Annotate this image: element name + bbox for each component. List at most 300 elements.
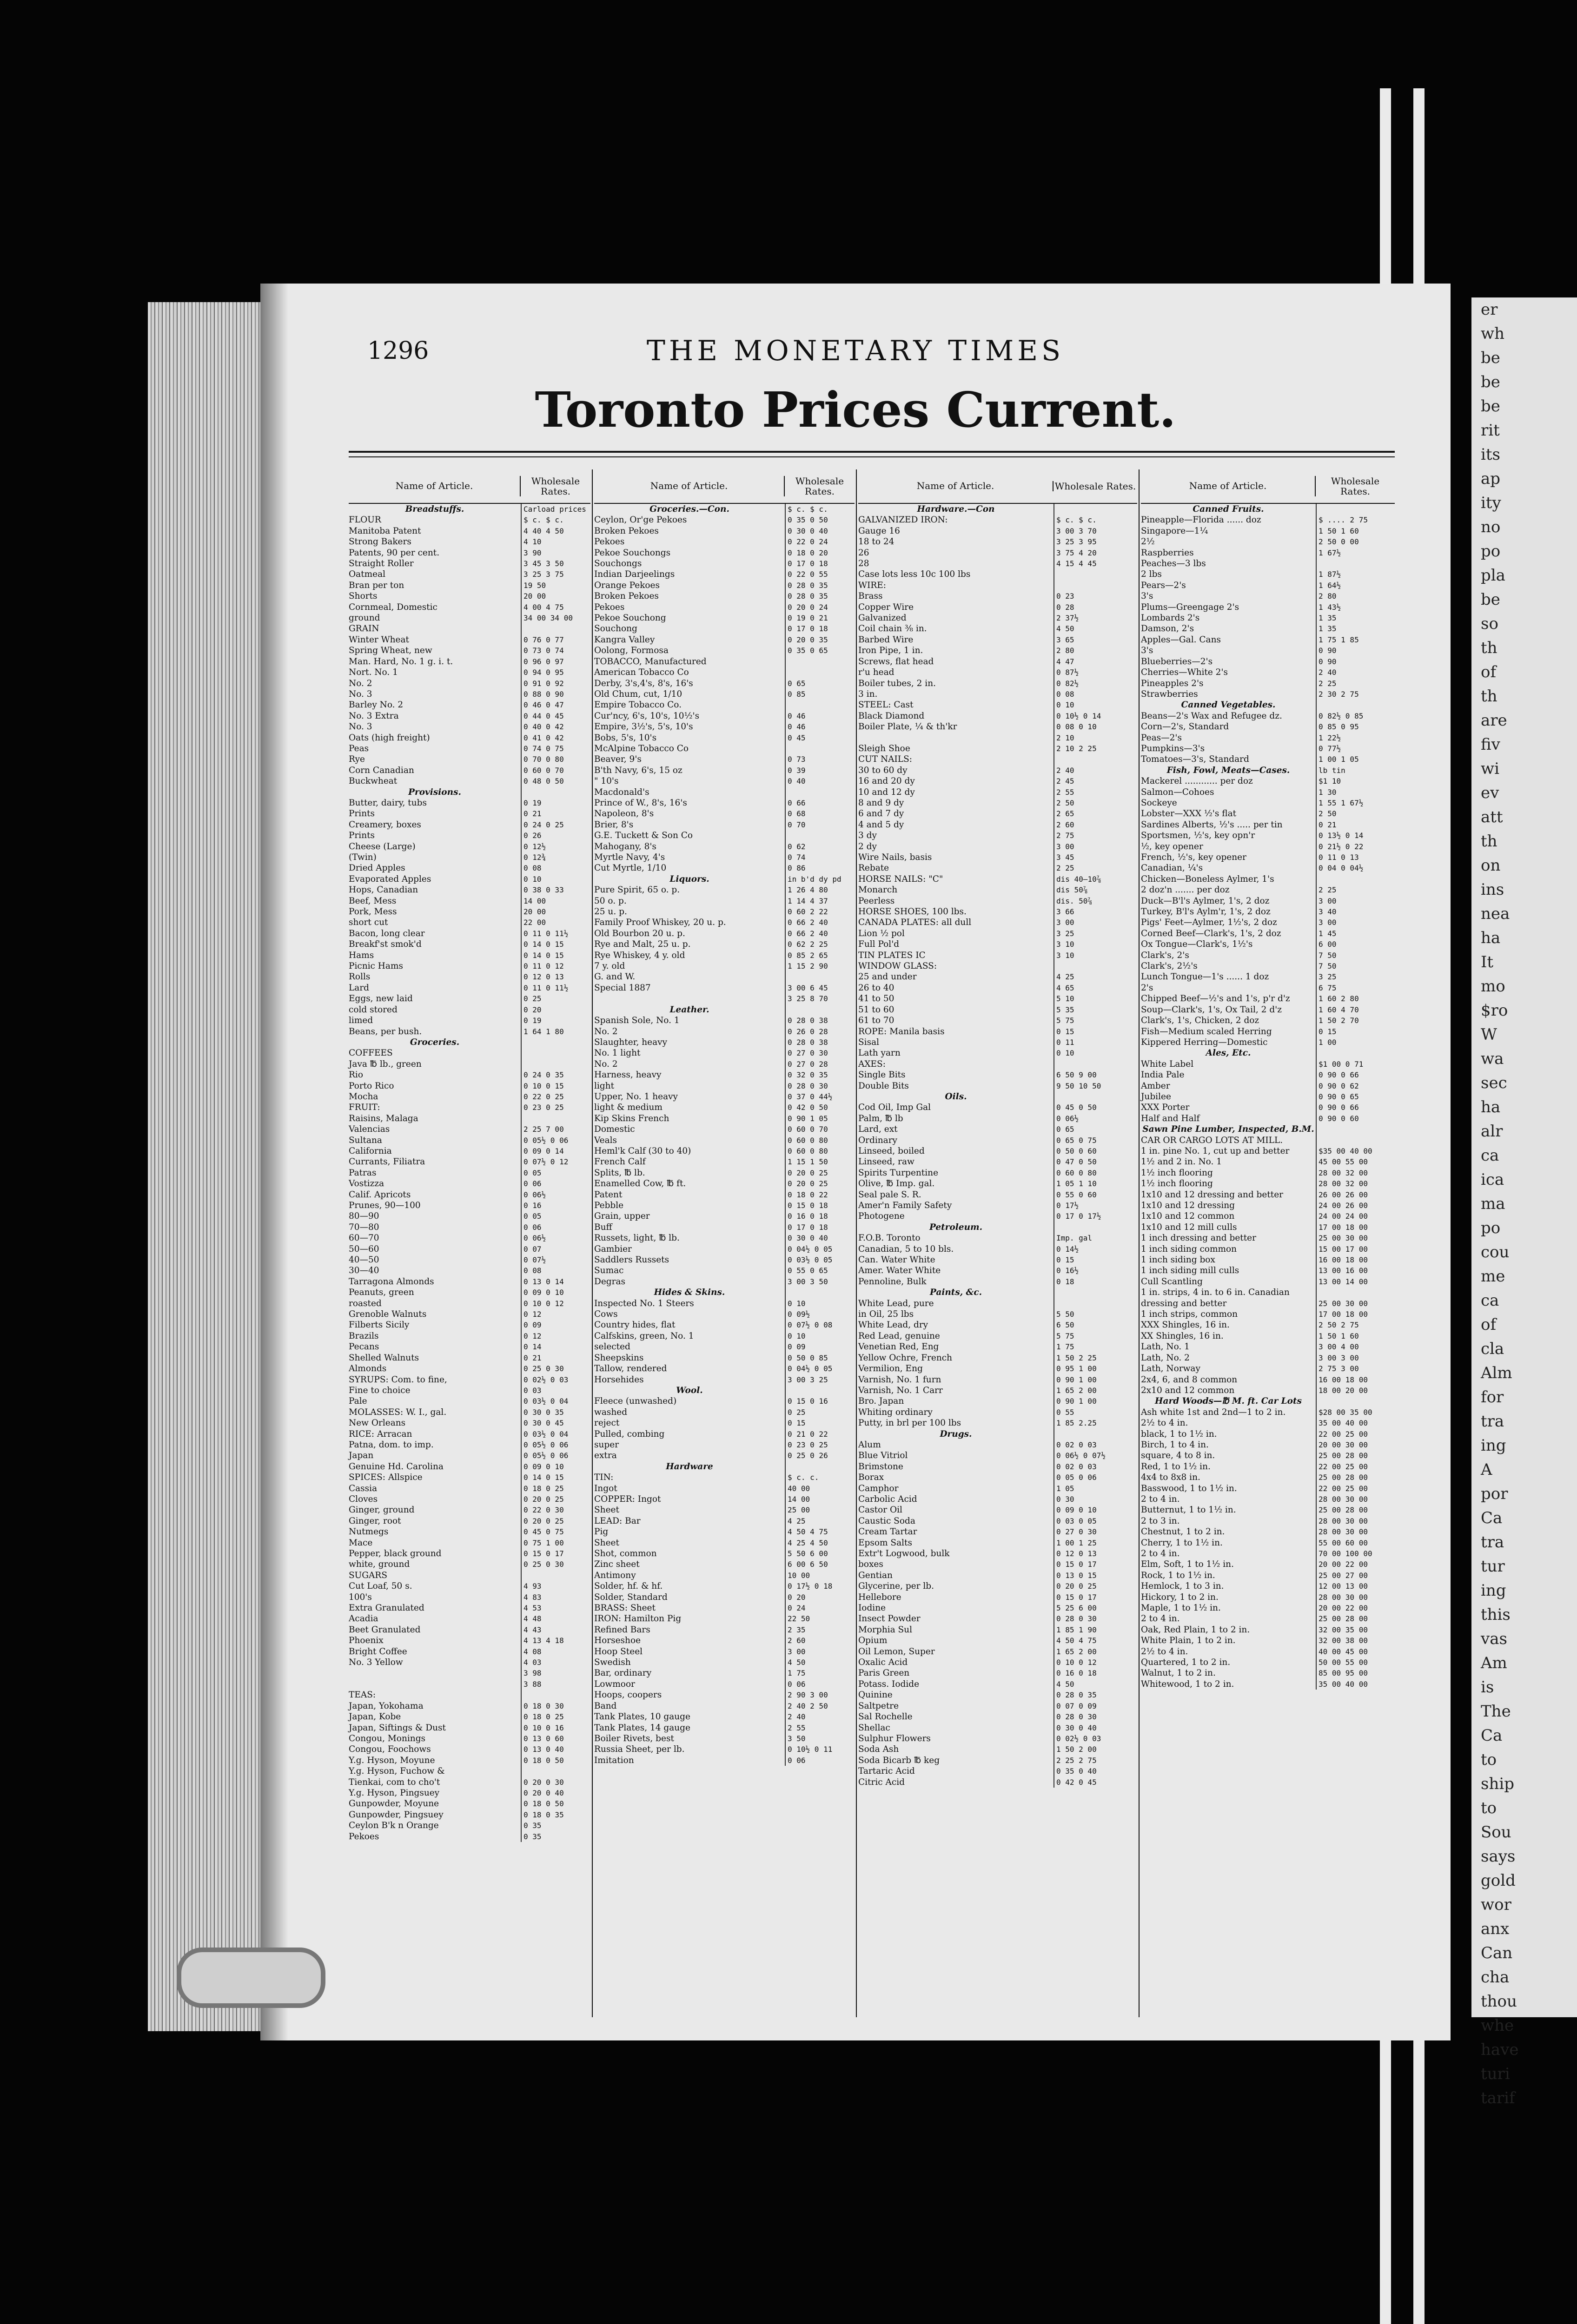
article-name: Refined Bars bbox=[594, 1624, 650, 1635]
price-row bbox=[594, 1494, 855, 1505]
wholesale-rate: 18 00 20 00 bbox=[1316, 1385, 1395, 1396]
price-row bbox=[349, 1385, 590, 1396]
section-heading bbox=[858, 1222, 1137, 1233]
price-row bbox=[1141, 1135, 1395, 1146]
price-row bbox=[349, 1711, 590, 1722]
article-name: Kip Skins French bbox=[594, 1113, 669, 1123]
price-row bbox=[858, 917, 1137, 928]
price-row bbox=[1141, 1102, 1395, 1113]
article-name: 2½ to 4 in. bbox=[1141, 1646, 1188, 1657]
article-name: Patna, dom. to imp. bbox=[349, 1439, 434, 1450]
wholesale-rate: 1 75 bbox=[785, 1668, 855, 1678]
wholesale-rate: 1 64 1 80 bbox=[521, 1026, 590, 1037]
article-name: Rock, 1 to 1½ in. bbox=[1141, 1570, 1215, 1580]
price-row bbox=[858, 1363, 1137, 1374]
wholesale-rate: 22 00 25 00 bbox=[1316, 1483, 1395, 1494]
article-name: Sal Rochelle bbox=[858, 1712, 913, 1722]
price-row bbox=[349, 819, 590, 830]
price-row bbox=[1141, 548, 1395, 558]
wholesale-rate: 1 64½ bbox=[1316, 580, 1395, 591]
wholesale-rate: 0 15 0 17 bbox=[1054, 1559, 1137, 1570]
article-name: 25 and under bbox=[858, 972, 917, 982]
wholesale-rate: 0 82½ 0 85 bbox=[1316, 711, 1395, 721]
price-row bbox=[594, 1189, 855, 1200]
page-title: Toronto Prices Current. bbox=[535, 381, 1176, 438]
wholesale-rate: 0 90 bbox=[1316, 645, 1395, 656]
price-row bbox=[349, 1559, 590, 1570]
article-name: Camphor bbox=[858, 1483, 899, 1493]
wholesale-rate: 0 05½ 0 06 bbox=[521, 1450, 590, 1461]
facing-page-text: cou bbox=[1481, 1243, 1510, 1261]
article-name: " 10's bbox=[594, 776, 619, 786]
price-row bbox=[594, 852, 855, 863]
facing-page-text: pla bbox=[1481, 566, 1505, 585]
price-row bbox=[858, 1135, 1137, 1146]
price-row bbox=[349, 765, 590, 776]
wholesale-rate: 2 40 bbox=[1054, 765, 1137, 776]
facing-page-text: wa bbox=[1481, 1050, 1504, 1068]
facing-page-text: mo bbox=[1481, 977, 1505, 996]
price-row bbox=[594, 1298, 855, 1309]
wholesale-rate: 0 39 bbox=[785, 765, 855, 776]
facing-page-text: ev bbox=[1481, 784, 1499, 802]
price-row bbox=[349, 700, 590, 710]
price-row bbox=[858, 819, 1137, 830]
wholesale-rate: 2 40 2 50 bbox=[785, 1701, 855, 1711]
wholesale-rate: 22 00 25 00 bbox=[1316, 1461, 1395, 1472]
article-name: Potass. Iodide bbox=[858, 1679, 920, 1689]
price-row bbox=[858, 1657, 1137, 1668]
price-row bbox=[594, 1309, 855, 1320]
price-row bbox=[1141, 906, 1395, 917]
article-name: Lombards 2's bbox=[1141, 613, 1200, 623]
wholesale-rate: 0 09 bbox=[521, 1320, 590, 1330]
wholesale-rate: 3 00 bbox=[1054, 841, 1137, 852]
wholesale-rate: 0 18 0 25 bbox=[521, 1711, 590, 1722]
article-name: Sultana bbox=[349, 1135, 382, 1145]
article-name: Hams bbox=[349, 950, 374, 960]
facing-page-text: so bbox=[1481, 614, 1498, 633]
article-name: White Lead, dry bbox=[858, 1320, 928, 1330]
price-row bbox=[1141, 558, 1395, 569]
price-row bbox=[349, 798, 590, 808]
article-name: Fish, Fowl, Meats—Cases. bbox=[1166, 765, 1290, 775]
price-row bbox=[349, 1004, 590, 1015]
article-name: Boiler tubes, 2 in. bbox=[858, 678, 936, 688]
facing-page-text: wh bbox=[1481, 324, 1504, 343]
wholesale-rate: 0 15 bbox=[785, 1418, 855, 1428]
price-row bbox=[858, 885, 1137, 895]
wholesale-rate: $ c. c. bbox=[785, 1472, 855, 1483]
wholesale-rate: 1 85 1 90 bbox=[1054, 1624, 1137, 1635]
wholesale-rate: 5 75 bbox=[1054, 1015, 1137, 1026]
wholesale-rate: 0 23 0 25 bbox=[521, 1102, 590, 1113]
wholesale-rate bbox=[785, 1385, 855, 1396]
price-row bbox=[858, 1070, 1137, 1080]
article-name: Saddlers Russets bbox=[594, 1255, 669, 1265]
price-row bbox=[594, 721, 855, 732]
price-row bbox=[594, 1091, 855, 1102]
facing-page-text: Can bbox=[1481, 1944, 1513, 1962]
wholesale-rate: 5 10 bbox=[1054, 993, 1137, 1004]
price-row bbox=[594, 711, 855, 721]
article-name: Corned Beef—Clark's, 1's, 2 doz bbox=[1141, 928, 1281, 938]
price-row bbox=[858, 1178, 1137, 1189]
price-row bbox=[858, 1396, 1137, 1406]
article-name: Prince of W., 8's, 16's bbox=[594, 798, 687, 808]
price-row bbox=[858, 1385, 1137, 1396]
wholesale-rate: 0 42 0 45 bbox=[1054, 1777, 1137, 1788]
wholesale-rate: 0 06½ bbox=[1054, 1113, 1137, 1124]
column-header bbox=[1141, 469, 1395, 504]
wholesale-rate: 0 85 bbox=[785, 689, 855, 700]
wholesale-rate: 0 26 bbox=[521, 830, 590, 841]
wholesale-rate: 0 65 bbox=[1054, 1124, 1137, 1135]
wholesale-rate: 0 20 bbox=[785, 1592, 855, 1603]
article-name: Gentian bbox=[858, 1570, 893, 1580]
price-row bbox=[594, 1646, 855, 1657]
price-row bbox=[858, 776, 1137, 786]
price-row bbox=[1141, 1156, 1395, 1167]
price-row bbox=[858, 1189, 1137, 1200]
wholesale-rate: 0 55 0 65 bbox=[785, 1265, 855, 1276]
price-row bbox=[594, 1244, 855, 1254]
wholesale-rate: 0 55 bbox=[1054, 1407, 1137, 1418]
price-row bbox=[594, 787, 855, 798]
price-row bbox=[349, 1798, 590, 1809]
price-row bbox=[858, 808, 1137, 819]
price-row bbox=[858, 1374, 1137, 1385]
price-row bbox=[594, 1668, 855, 1678]
wholesale-rate: 2 60 bbox=[1054, 819, 1137, 830]
section-heading bbox=[858, 1429, 1137, 1439]
article-name: Half and Half bbox=[1141, 1113, 1200, 1123]
article-name: Peanuts, green bbox=[349, 1287, 414, 1298]
article-name: Porto Rico bbox=[349, 1081, 394, 1091]
article-name: TOBACCO, Manufactured bbox=[594, 656, 707, 667]
wholesale-rate: 3 66 bbox=[1054, 906, 1137, 917]
article-name: 4 and 5 dy bbox=[858, 819, 904, 830]
wholesale-rate: 0 40 0 42 bbox=[521, 721, 590, 732]
article-name: Peas—2's bbox=[1141, 733, 1182, 743]
wholesale-rate bbox=[785, 1287, 855, 1298]
article-name: SUGARS bbox=[349, 1570, 388, 1580]
wholesale-rate: 0 87½ bbox=[1054, 667, 1137, 678]
price-row bbox=[594, 1559, 855, 1570]
wholesale-rate bbox=[1316, 1287, 1395, 1298]
wholesale-rate: $ c. $ c. bbox=[1054, 515, 1137, 525]
article-name: Ox Tongue—Clark's, 1½'s bbox=[1141, 939, 1253, 950]
price-row bbox=[858, 1559, 1137, 1570]
column-header-name: Name of Article. bbox=[916, 480, 994, 492]
article-name: Hardware bbox=[666, 1461, 713, 1472]
article-name: Black Diamond bbox=[858, 711, 925, 721]
price-row bbox=[1141, 863, 1395, 873]
wholesale-rate: 35 00 40 00 bbox=[1316, 1418, 1395, 1428]
price-row bbox=[858, 1679, 1137, 1690]
wholesale-rate: 0 10 bbox=[1054, 700, 1137, 710]
price-row bbox=[594, 1516, 855, 1526]
article-name: Cassia bbox=[349, 1483, 378, 1493]
article-name: Prints bbox=[349, 831, 375, 841]
facing-page-text: me bbox=[1481, 1267, 1505, 1286]
wholesale-rate: 0 12½ bbox=[521, 841, 590, 852]
wholesale-rate bbox=[521, 1059, 590, 1070]
wholesale-rate bbox=[521, 1690, 590, 1700]
wholesale-rate bbox=[1316, 1396, 1395, 1406]
wholesale-rate: 0 03½ 0 05 bbox=[785, 1254, 855, 1265]
article-name: Jubilee bbox=[1141, 1091, 1171, 1102]
article-name: Red Lead, genuine bbox=[858, 1331, 940, 1341]
price-row bbox=[1141, 1222, 1395, 1233]
price-row bbox=[594, 1200, 855, 1211]
wholesale-rate bbox=[521, 1048, 590, 1058]
article-name: Brazils bbox=[349, 1331, 379, 1341]
facing-page-text: have bbox=[1481, 2040, 1519, 2059]
wholesale-rate: 2 25 bbox=[1316, 678, 1395, 689]
article-name: Prints bbox=[349, 809, 375, 819]
wholesale-rate bbox=[521, 1037, 590, 1048]
article-name: Beaver, 9's bbox=[594, 754, 642, 765]
price-row bbox=[1141, 874, 1395, 885]
article-name: COFFEES bbox=[349, 1048, 393, 1058]
price-row bbox=[349, 1603, 590, 1613]
article-name: TEAS: bbox=[349, 1690, 376, 1700]
article-name: Cherry, 1 to 1½ in. bbox=[1141, 1538, 1223, 1548]
wholesale-rate: 28 00 30 00 bbox=[1316, 1494, 1395, 1505]
article-name: Full Pol'd bbox=[858, 939, 900, 950]
facing-page-text: rit bbox=[1481, 421, 1500, 440]
wholesale-rate: 0 62 2 25 bbox=[785, 939, 855, 950]
wholesale-rate: 15 00 17 00 bbox=[1316, 1244, 1395, 1254]
wholesale-rate: 2 40 bbox=[785, 1711, 855, 1722]
wholesale-rate: 0 11 0 11½ bbox=[521, 983, 590, 993]
price-row bbox=[349, 743, 590, 754]
price-row bbox=[594, 1135, 855, 1146]
price-row bbox=[594, 1679, 855, 1690]
price-row bbox=[858, 1646, 1137, 1657]
section-heading bbox=[594, 1287, 855, 1298]
price-row bbox=[349, 950, 590, 961]
article-name: AXES: bbox=[858, 1059, 886, 1069]
price-row bbox=[1141, 1646, 1395, 1657]
price-row bbox=[858, 1015, 1137, 1026]
wholesale-rate: 0 06 bbox=[785, 1755, 855, 1766]
price-row bbox=[349, 1548, 590, 1559]
article-name: Rebate bbox=[858, 863, 889, 873]
wholesale-rate: 1 00 1 05 bbox=[1316, 754, 1395, 765]
article-name: Family Proof Whiskey, 20 u. p. bbox=[594, 918, 726, 928]
price-row bbox=[1141, 1657, 1395, 1668]
article-name: TIN PLATES IC bbox=[858, 950, 926, 960]
article-name: Japan, Siftings & Dust bbox=[349, 1723, 446, 1733]
article-name: Butter, dairy, tubs bbox=[349, 798, 427, 808]
article-name: Genuine Hd. Carolina bbox=[349, 1461, 444, 1472]
price-row bbox=[349, 526, 590, 536]
title-rule bbox=[349, 451, 1395, 453]
wholesale-rate: 0 65 bbox=[785, 678, 855, 689]
article-name: Single Bits bbox=[858, 1070, 906, 1080]
article-name: McAlpine Tobacco Co bbox=[594, 743, 689, 753]
wholesale-rate: 2 25 bbox=[1316, 885, 1395, 895]
wholesale-rate: 24 00 26 00 bbox=[1316, 1200, 1395, 1211]
wholesale-rate: 0 27 0 30 bbox=[1054, 1526, 1137, 1537]
wholesale-rate: 2 50 2 75 bbox=[1316, 1320, 1395, 1330]
wholesale-rate: 2 65 bbox=[1054, 808, 1137, 819]
wholesale-rate: 1 00 bbox=[1316, 1037, 1395, 1048]
price-row bbox=[858, 591, 1137, 601]
price-row bbox=[594, 765, 855, 776]
column-header-rates: Wholesale Rates. bbox=[520, 476, 590, 496]
article-name: 2x10 and 12 common bbox=[1141, 1385, 1235, 1395]
price-row bbox=[1141, 1363, 1395, 1374]
wholesale-rate bbox=[1054, 1287, 1137, 1298]
article-name: 2 doz'n ....... per doz bbox=[1141, 885, 1230, 895]
article-name: Tank Plates, 10 gauge bbox=[594, 1712, 690, 1722]
article-name: Carbolic Acid bbox=[858, 1494, 917, 1504]
article-name: Ceylon B'k n Orange bbox=[349, 1821, 439, 1831]
price-row bbox=[858, 1320, 1137, 1330]
article-name: IRON: Hamilton Pig bbox=[594, 1614, 682, 1624]
price-row bbox=[349, 1635, 590, 1646]
article-name: 1 inch siding box bbox=[1141, 1255, 1215, 1265]
wholesale-rate: 28 00 32 00 bbox=[1316, 1168, 1395, 1178]
wholesale-rate: 0 25 0 26 bbox=[785, 1450, 855, 1461]
wholesale-rate: 6 50 bbox=[1054, 1320, 1137, 1330]
price-row bbox=[594, 863, 855, 873]
wholesale-rate: 0 46 bbox=[785, 711, 855, 721]
wholesale-rate: 7 50 bbox=[1316, 961, 1395, 971]
facing-page-text: tarif bbox=[1481, 2089, 1515, 2107]
article-name: Heml'k Calf (30 to 40) bbox=[594, 1146, 691, 1156]
price-row bbox=[858, 1701, 1137, 1711]
section-heading bbox=[1141, 504, 1395, 515]
wholesale-rate: 0 13 0 14 bbox=[521, 1276, 590, 1287]
article-name: 1½ and 2 in. No. 1 bbox=[1141, 1157, 1222, 1167]
article-name: Nutmegs bbox=[349, 1527, 389, 1537]
price-row bbox=[858, 765, 1137, 776]
facing-page-text: this bbox=[1481, 1605, 1511, 1624]
article-name: super bbox=[594, 1439, 619, 1450]
price-row bbox=[594, 754, 855, 765]
wholesale-rate: Carload prices bbox=[521, 504, 590, 515]
article-name: Mackerel ............ per doz bbox=[1141, 776, 1253, 786]
price-row bbox=[594, 896, 855, 906]
article-name: Myrtle Navy, 4's bbox=[594, 852, 665, 862]
wholesale-rate: 2 50 0 00 bbox=[1316, 536, 1395, 547]
article-name: Iodine bbox=[858, 1603, 886, 1613]
wholesale-rate: 0 22 0 55 bbox=[785, 569, 855, 580]
article-name: 100's bbox=[349, 1592, 372, 1602]
wholesale-rate: 0 20 0 35 bbox=[785, 634, 855, 645]
wholesale-rate: 2 50 bbox=[1316, 808, 1395, 819]
wholesale-rate: 0 28 0 35 bbox=[785, 591, 855, 601]
wholesale-rate: 0 45 bbox=[785, 733, 855, 743]
wholesale-rate: 2 40 bbox=[1316, 667, 1395, 678]
price-row bbox=[1141, 1298, 1395, 1309]
wholesale-rate: 0 45 0 50 bbox=[1054, 1102, 1137, 1113]
price-row bbox=[349, 1363, 590, 1374]
price-row bbox=[594, 1755, 855, 1766]
wholesale-rate bbox=[1054, 1429, 1137, 1439]
price-row bbox=[1141, 634, 1395, 645]
wholesale-rate: 0 07 0 09 bbox=[1054, 1701, 1137, 1711]
price-row bbox=[594, 1320, 855, 1330]
price-row bbox=[1141, 1570, 1395, 1581]
facing-page-text: ship bbox=[1481, 1775, 1514, 1793]
wholesale-rate: 0 41 0 42 bbox=[521, 733, 590, 743]
article-name: Cream Tartar bbox=[858, 1527, 917, 1537]
wholesale-rate: 0 46 bbox=[785, 721, 855, 732]
wholesale-rate: 3 00 3 50 bbox=[785, 1276, 855, 1287]
article-name: Japan bbox=[349, 1451, 374, 1461]
wholesale-rate: 0 08 bbox=[1054, 689, 1137, 700]
article-name: black, 1 to 1½ in. bbox=[1141, 1429, 1217, 1439]
article-name: Patent bbox=[594, 1189, 623, 1200]
price-row bbox=[594, 1570, 855, 1581]
article-name: 1 inch siding mill culls bbox=[1141, 1266, 1239, 1276]
price-row bbox=[1141, 841, 1395, 852]
price-row bbox=[349, 1744, 590, 1755]
price-row bbox=[1141, 1439, 1395, 1450]
article-name: Souchong bbox=[594, 624, 637, 634]
wholesale-rate: 3 00 bbox=[785, 1646, 855, 1657]
article-name: Galvanized bbox=[858, 613, 907, 623]
article-name: Amer'n Family Safety bbox=[858, 1201, 952, 1210]
price-row bbox=[349, 721, 590, 732]
price-row bbox=[858, 1244, 1137, 1254]
article-name: Sheet bbox=[594, 1505, 619, 1515]
facing-page-text: tra bbox=[1481, 1412, 1504, 1431]
wholesale-rate: 0 30 0 35 bbox=[521, 1407, 590, 1418]
article-name: New Orleans bbox=[349, 1418, 406, 1428]
facing-page-text: turi bbox=[1481, 2065, 1510, 2083]
wholesale-rate: 0 20 bbox=[521, 1004, 590, 1015]
wholesale-rate: 0 20 0 24 bbox=[785, 602, 855, 613]
price-row bbox=[858, 787, 1137, 798]
article-name: Oak, Red Plain, 1 to 2 in. bbox=[1141, 1624, 1250, 1635]
wholesale-rate: 0 09½ bbox=[785, 1309, 855, 1320]
wholesale-rate: 1 50 1 60 bbox=[1316, 1331, 1395, 1341]
price-row bbox=[349, 1613, 590, 1624]
wholesale-rate: 0 24 0 25 bbox=[521, 819, 590, 830]
price-row bbox=[349, 1777, 590, 1788]
wholesale-rate: 0 16 0 18 bbox=[785, 1211, 855, 1221]
article-name: Swedish bbox=[594, 1657, 631, 1668]
wholesale-rate: 3 45 bbox=[1054, 852, 1137, 863]
article-name: French, ½'s, key opener bbox=[1141, 852, 1246, 862]
article-name: Salmon—Cohoes bbox=[1141, 787, 1214, 797]
price-row bbox=[594, 1178, 855, 1189]
wholesale-rate: 0 18 0 30 bbox=[521, 1701, 590, 1711]
price-row bbox=[594, 917, 855, 928]
article-name: Maple, 1 to 1½ in. bbox=[1141, 1603, 1221, 1613]
article-name: Photogene bbox=[858, 1211, 905, 1221]
facing-page-text: for bbox=[1481, 1388, 1504, 1406]
article-name: 3 in. bbox=[858, 689, 878, 699]
wholesale-rate: 2 10 2 25 bbox=[1054, 743, 1137, 754]
price-row bbox=[858, 580, 1137, 591]
price-row bbox=[594, 689, 855, 700]
article-name: Imitation bbox=[594, 1755, 634, 1765]
wholesale-rate bbox=[785, 830, 855, 841]
wholesale-rate: 0 07½ 0 12 bbox=[521, 1156, 590, 1167]
price-row bbox=[858, 1526, 1137, 1537]
price-row bbox=[349, 1298, 590, 1309]
price-row bbox=[594, 1592, 855, 1603]
article-name: Kangra Valley bbox=[594, 634, 655, 645]
price-row bbox=[858, 645, 1137, 656]
